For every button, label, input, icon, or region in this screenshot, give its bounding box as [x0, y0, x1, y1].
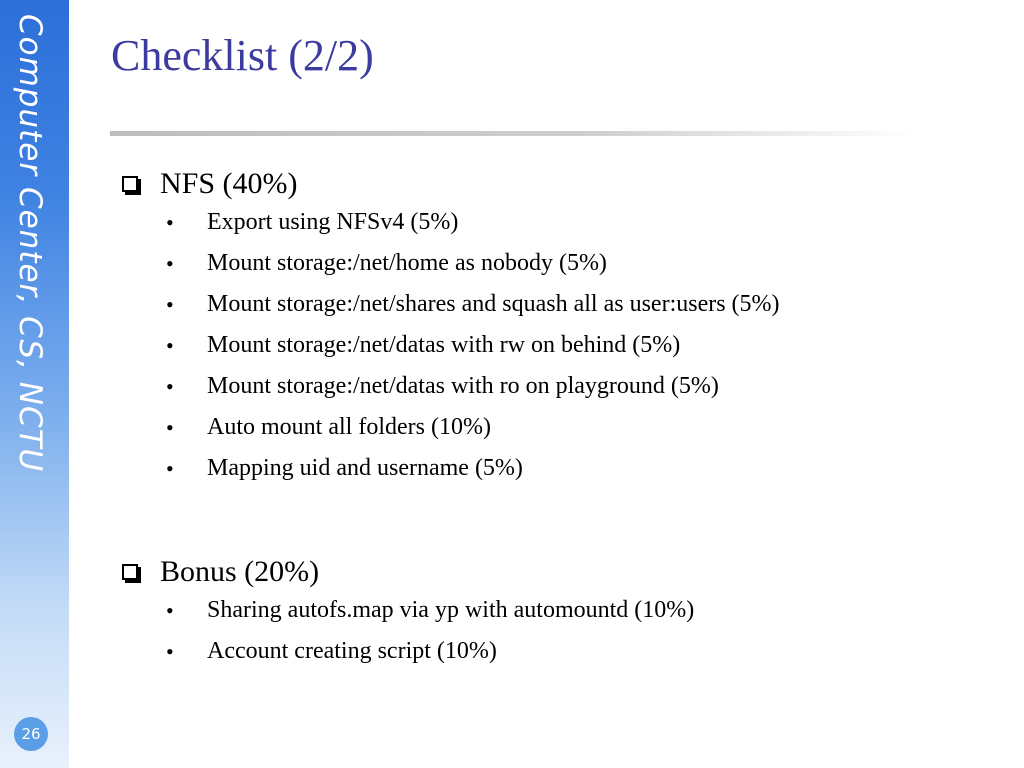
section-bonus: [120, 554, 694, 672]
bullet-icon: •: [166, 250, 174, 276]
list-item: [120, 590, 694, 631]
bullet-icon: •: [166, 455, 174, 481]
page-number-badge: 26: [14, 717, 48, 751]
section-nfs: [120, 166, 780, 489]
list-item: [120, 448, 780, 489]
sidebar-org-label: Computer Center, CS, NCTU: [12, 14, 48, 473]
list-item-text: Sharing autofs.map via yp with automountd (10%): [207, 597, 695, 623]
bullet-icon: •: [166, 291, 174, 317]
list-item-text: Mount storage:/net/shares and squash all as user:users (5%): [207, 291, 780, 317]
bullet-icon: •: [166, 332, 174, 358]
section-label: NFS (40%): [160, 167, 298, 200]
section-heading: [120, 554, 694, 590]
bullet-icon: •: [166, 414, 174, 440]
list-item-text: Auto mount all folders (10%): [207, 414, 491, 440]
section-heading: [120, 166, 780, 202]
list-item-text: Mapping uid and username (5%): [207, 455, 523, 481]
list-item: [120, 407, 780, 448]
title-divider: [110, 131, 915, 136]
list-item-text: Account creating script (10%): [207, 638, 497, 664]
list-item: [120, 325, 780, 366]
sidebar-banner: [0, 0, 69, 768]
slide-title: Checklist (2/2): [111, 31, 374, 80]
checklist: [120, 590, 694, 672]
bullet-icon: •: [166, 373, 174, 399]
checklist: [120, 202, 780, 489]
checkbox-icon: [122, 176, 138, 192]
section-label: Bonus (20%): [160, 555, 320, 588]
list-item-text: Mount storage:/net/datas with rw on behind (5%): [207, 332, 681, 358]
list-item: [120, 202, 780, 243]
list-item-text: Export using NFSv4 (5%): [207, 209, 459, 235]
list-item: [120, 284, 780, 325]
list-item: [120, 631, 694, 672]
checkbox-icon: [122, 564, 138, 580]
bullet-icon: •: [166, 209, 174, 235]
list-item-text: Mount storage:/net/datas with ro on playground (5%): [207, 373, 719, 399]
list-item: [120, 243, 780, 284]
list-item-text: Mount storage:/net/home as nobody (5%): [207, 250, 607, 276]
bullet-icon: •: [166, 638, 174, 664]
bullet-icon: •: [166, 597, 174, 623]
list-item: [120, 366, 780, 407]
